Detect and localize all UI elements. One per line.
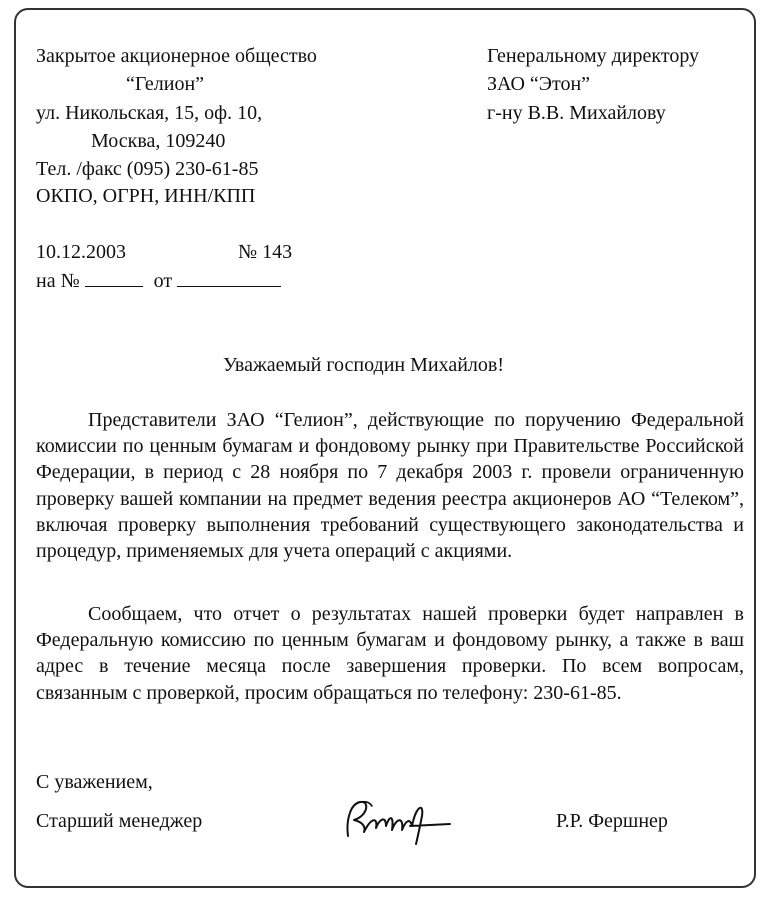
body-paragraph-2: Сообщаем, что отчет о результатах нашей проверки будет направлен в Федеральную комиссию по ценным бумагам и фондовому рынку, а также в ваш адрес в течение месяца после завершения проверки. По всем вопросам, связанным с проверкой, просим обращаться по телефону: 230-61-85. xyxy=(36,603,744,704)
signer-name: Р.Р. Фершнер xyxy=(556,810,668,832)
recipient-company: ЗАО “Этон” xyxy=(487,73,591,95)
letter-date: 10.12.2003 xyxy=(36,241,126,263)
reference-line xyxy=(36,268,281,293)
sender-phone: Тел. /факс (095) 230-61-85 xyxy=(36,158,259,180)
salutation: Уважаемый господин Михайлов! xyxy=(223,354,505,376)
sender-address-street: ул. Никольская, 15, оф. 10, xyxy=(36,102,263,124)
sender-org-name: “Гелион” xyxy=(126,73,205,95)
sender-org-type: Закрытое акционерное общество xyxy=(36,45,317,67)
ref-date-label: от xyxy=(153,270,173,292)
recipient-position: Генеральному директору xyxy=(487,45,700,67)
signer-position: Старший менеджер xyxy=(36,810,203,832)
closing: С уважением, xyxy=(36,771,153,793)
sender-codes: ОКПО, ОГРН, ИНН/КПП xyxy=(36,185,256,207)
letter-number: № 143 xyxy=(238,241,293,263)
ref-number-label: на № xyxy=(36,270,80,292)
body-paragraph-1: Представители ЗАО “Гелион”, действующие по поручению Федеральной комиссии по ценным бумагам и фондовому рынку при Правительстве Российской Федерации, в период с 28 ноября по 7 декабря 2003 г. провели ограниченную проверку вашей компании на предмет ведения реестра акционеров АО “Телеком”, включая проверку выполнения требований существующего законодательства и процедур, применяемых для учета операций с акциями. xyxy=(36,409,744,563)
recipient-name: г-ну В.В. Михайлову xyxy=(487,102,666,124)
ref-number-blank xyxy=(85,268,143,287)
ref-date-blank xyxy=(177,268,281,287)
handwritten-signature xyxy=(338,796,458,846)
sender-address-city: Москва, 109240 xyxy=(91,130,226,152)
